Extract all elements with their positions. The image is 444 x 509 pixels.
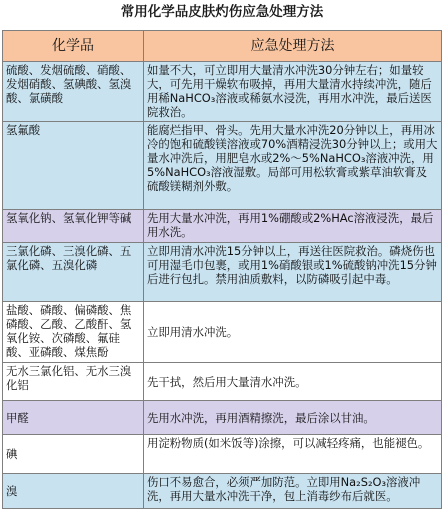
treatment-cell: 先用水冲洗，再用酒精擦洗，最后涂以甘油。 [144,401,442,435]
chemical-cell: 无水三氯化铝、无水三溴化铝 [3,363,144,401]
table-row [3,474,442,509]
header-treatment: 应急处理方法 [144,31,442,62]
table-row [3,122,442,210]
chemical-cell: 溴 [3,474,144,509]
treatment-cell: 伤口不易愈合，必须严加防范。立即用Na₂S₂O₃溶液冲洗，再用大量水冲洗干净，包上消毒纱布后就医。 [144,474,442,509]
chemical-cell: 硫酸、发烟硫酸、硝酸、发烟硝酸、氢碘酸、氢溴酸、氯磺酸 [3,62,144,122]
treatment-cell: 能腐烂指甲、骨头。先用大量水冲洗20分钟以上，再用冰冷的饱和硫酸镁溶液或70%酒精浸洗30分钟以上；或用大量水冲洗后，用肥皂水或2%～5%NaHCO₃溶液冲洗，用5%NaHCO₃溶液湿敷。局部可用松软膏或紫草油软膏及硫酸镁糊剂外敷。 [144,122,442,210]
treatment-cell: 立即用清水冲洗15分钟以上，再送往医院救治。磷烧伤也可用湿毛巾包裹，或用1%硝酸银或1%硫酸钠冲洗15分钟后进行包扎。禁用油质敷料，以防磷吸引起中毒。 [144,243,442,302]
treatment-cell: 立即用清水冲洗。 [144,302,442,363]
table-row [3,363,442,401]
table-row [3,210,442,243]
chemical-cell: 氢氟酸 [3,122,144,210]
table-row [3,62,442,122]
table-row [3,302,442,363]
chemical-burn-table [2,30,442,509]
table-row [3,435,442,474]
header-chemical: 化学品 [3,31,144,62]
chemical-cell: 氢氧化钠、氢氧化钾等碱 [3,210,144,243]
treatment-cell: 先干拭，然后用大量清水冲洗。 [144,363,442,401]
treatment-cell: 如量不大，可立即用大量清水冲洗30分钟左右；如量较大，可先用干燥软布吸掉，再用大量清水持续冲洗，随后用稀NaHCO₃溶液或稀氨水浸洗，再用水冲洗，最后送医院救治。 [144,62,442,122]
document-title: 常用化学品皮肤灼伤应急处理方法 [120,4,324,20]
table-row [3,243,442,302]
chemical-cell: 甲醛 [3,401,144,435]
table-header-row [3,31,442,62]
chemical-cell: 三氯化磷、三溴化磷、五氯化磷、五溴化磷 [3,243,144,302]
chemical-cell: 盐酸、磷酸、偏磷酸、焦磷酸、乙酸、乙酸酐、氢氧化铵、次磷酸、氟硅酸、亚磷酸、煤焦酚 [3,302,144,363]
treatment-cell: 先用大量水冲洗，再用1%硼酸或2%HAc溶液浸洗，最后用水洗。 [144,210,442,243]
chemical-cell: 碘 [3,435,144,474]
treatment-cell: 用淀粉物质(如米饭等)涂擦，可以减轻疼痛，也能褪色。 [144,435,442,474]
table-row [3,401,442,435]
